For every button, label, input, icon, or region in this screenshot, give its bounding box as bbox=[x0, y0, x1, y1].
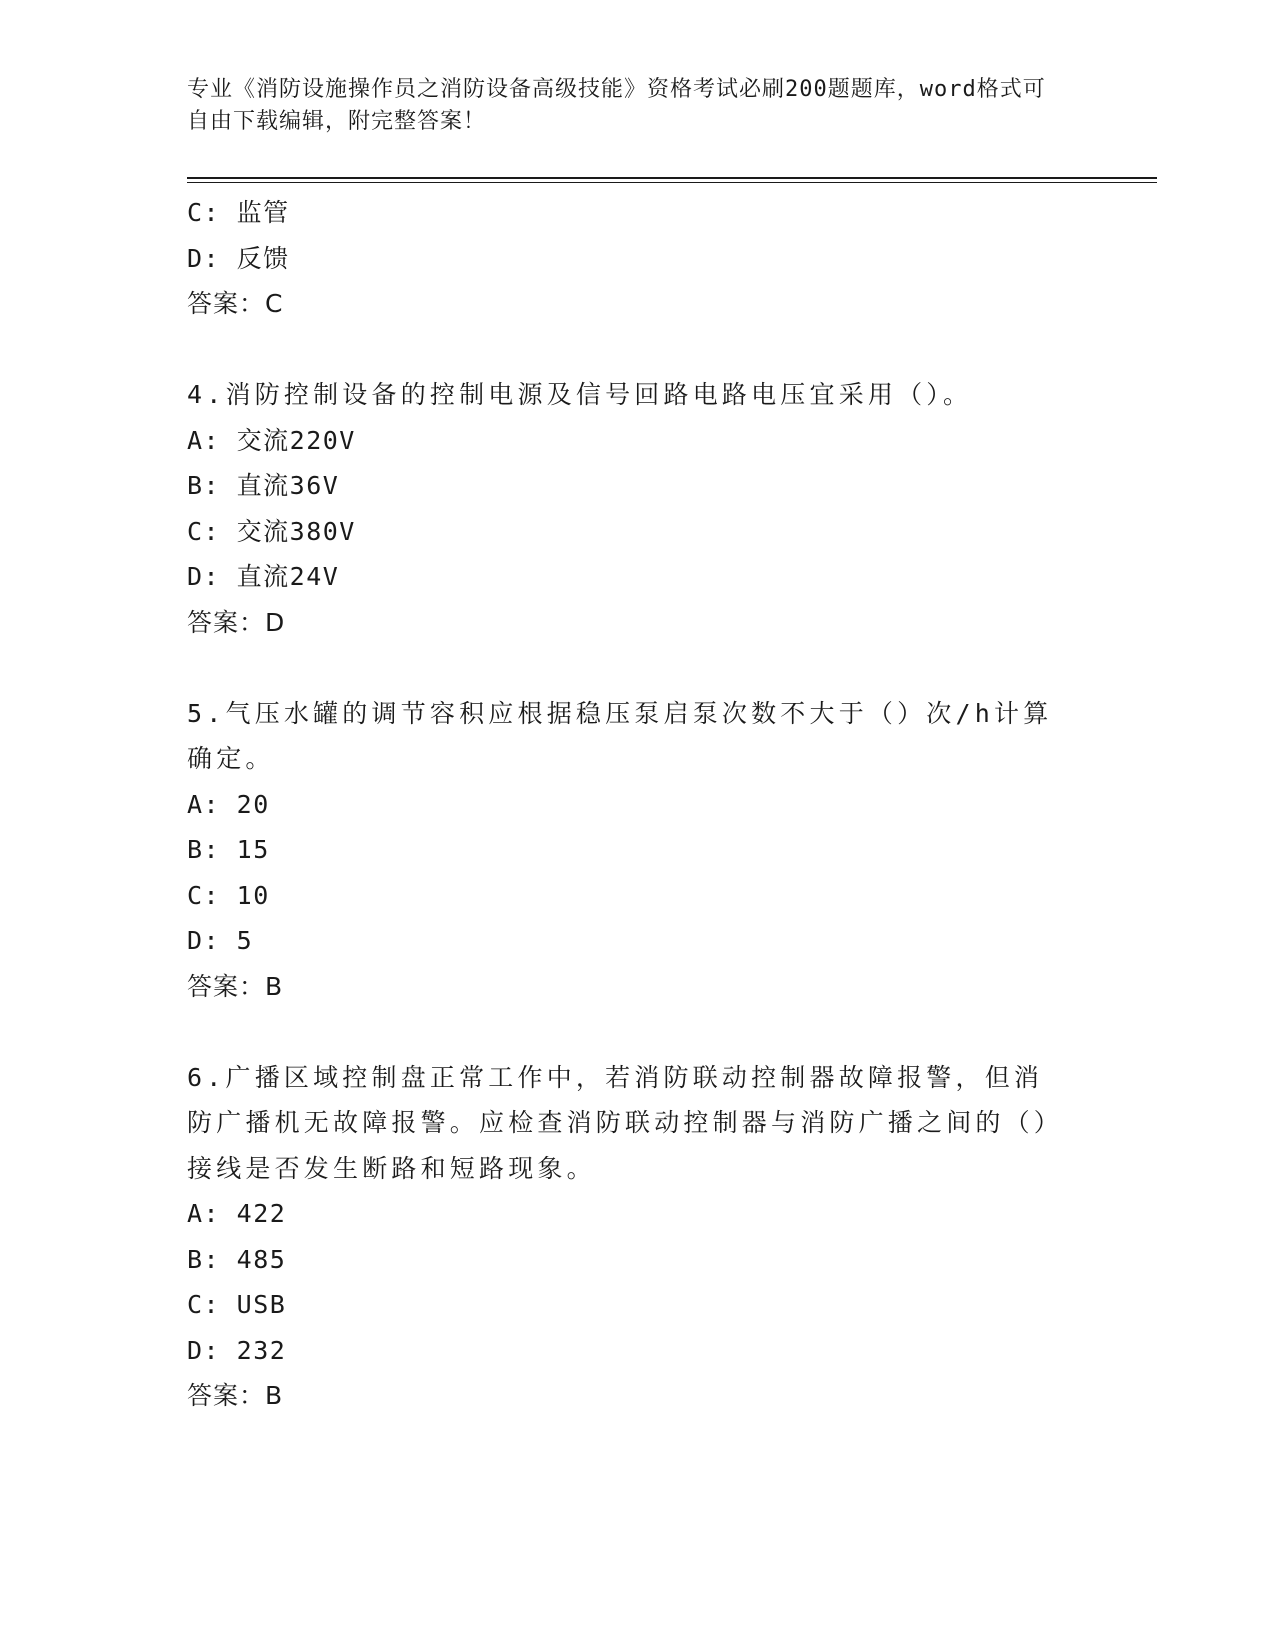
question-list bbox=[187, 190, 1067, 1419]
option-d: D: 5 bbox=[187, 926, 254, 955]
question-4 bbox=[187, 372, 1067, 645]
spacer bbox=[187, 1009, 1067, 1055]
option-b: B: 485 bbox=[187, 1244, 287, 1274]
answer-line: 答案：C bbox=[187, 289, 284, 318]
answer-line: 答案：B bbox=[187, 971, 284, 1001]
question-3-tail bbox=[187, 190, 1067, 327]
option-b: B: 15 bbox=[187, 835, 270, 864]
option-a: A: 422 bbox=[187, 1199, 287, 1228]
option-b: B: 直流36V bbox=[187, 471, 340, 500]
option-d: D: 反馈 bbox=[187, 243, 290, 273]
option-c: C: 监管 bbox=[187, 198, 290, 227]
question-stem: 4.消防控制设备的控制电源及信号回路电路电压宜采用（）。 bbox=[187, 380, 973, 409]
option-a: A: 交流220V bbox=[187, 425, 356, 455]
option-a: A: 20 bbox=[187, 789, 270, 819]
option-c: C: USB bbox=[187, 1290, 287, 1319]
option-c: C: 10 bbox=[187, 880, 270, 910]
option-c: C: 交流380V bbox=[187, 516, 356, 546]
header-divider-thick bbox=[187, 177, 1157, 179]
question-5 bbox=[187, 691, 1067, 1010]
option-d: D: 直流24V bbox=[187, 562, 340, 591]
question-stem: 5.气压水罐的调节容积应根据稳压泵启泵次数不大于（）次/h计算确定。 bbox=[187, 698, 1053, 773]
answer-line: 答案：B bbox=[187, 1381, 284, 1410]
question-6 bbox=[187, 1055, 1067, 1419]
header-divider-thin bbox=[187, 182, 1157, 183]
spacer bbox=[187, 645, 1067, 691]
spacer bbox=[187, 327, 1067, 373]
document-header: 专业《消防设施操作员之消防设备高级技能》资格考试必刷200题题库，word格式可自由下载编辑，附完整答案！ bbox=[187, 77, 1046, 134]
question-stem: 6.广播区域控制盘正常工作中，若消防联动控制器故障报警，但消防广播机无故障报警。应检查消防联动控制器与消防广播之间的（）接线是否发生断路和短路现象。 bbox=[187, 1062, 1064, 1183]
option-d: D: 232 bbox=[187, 1335, 287, 1365]
answer-line: 答案：D bbox=[187, 607, 286, 637]
